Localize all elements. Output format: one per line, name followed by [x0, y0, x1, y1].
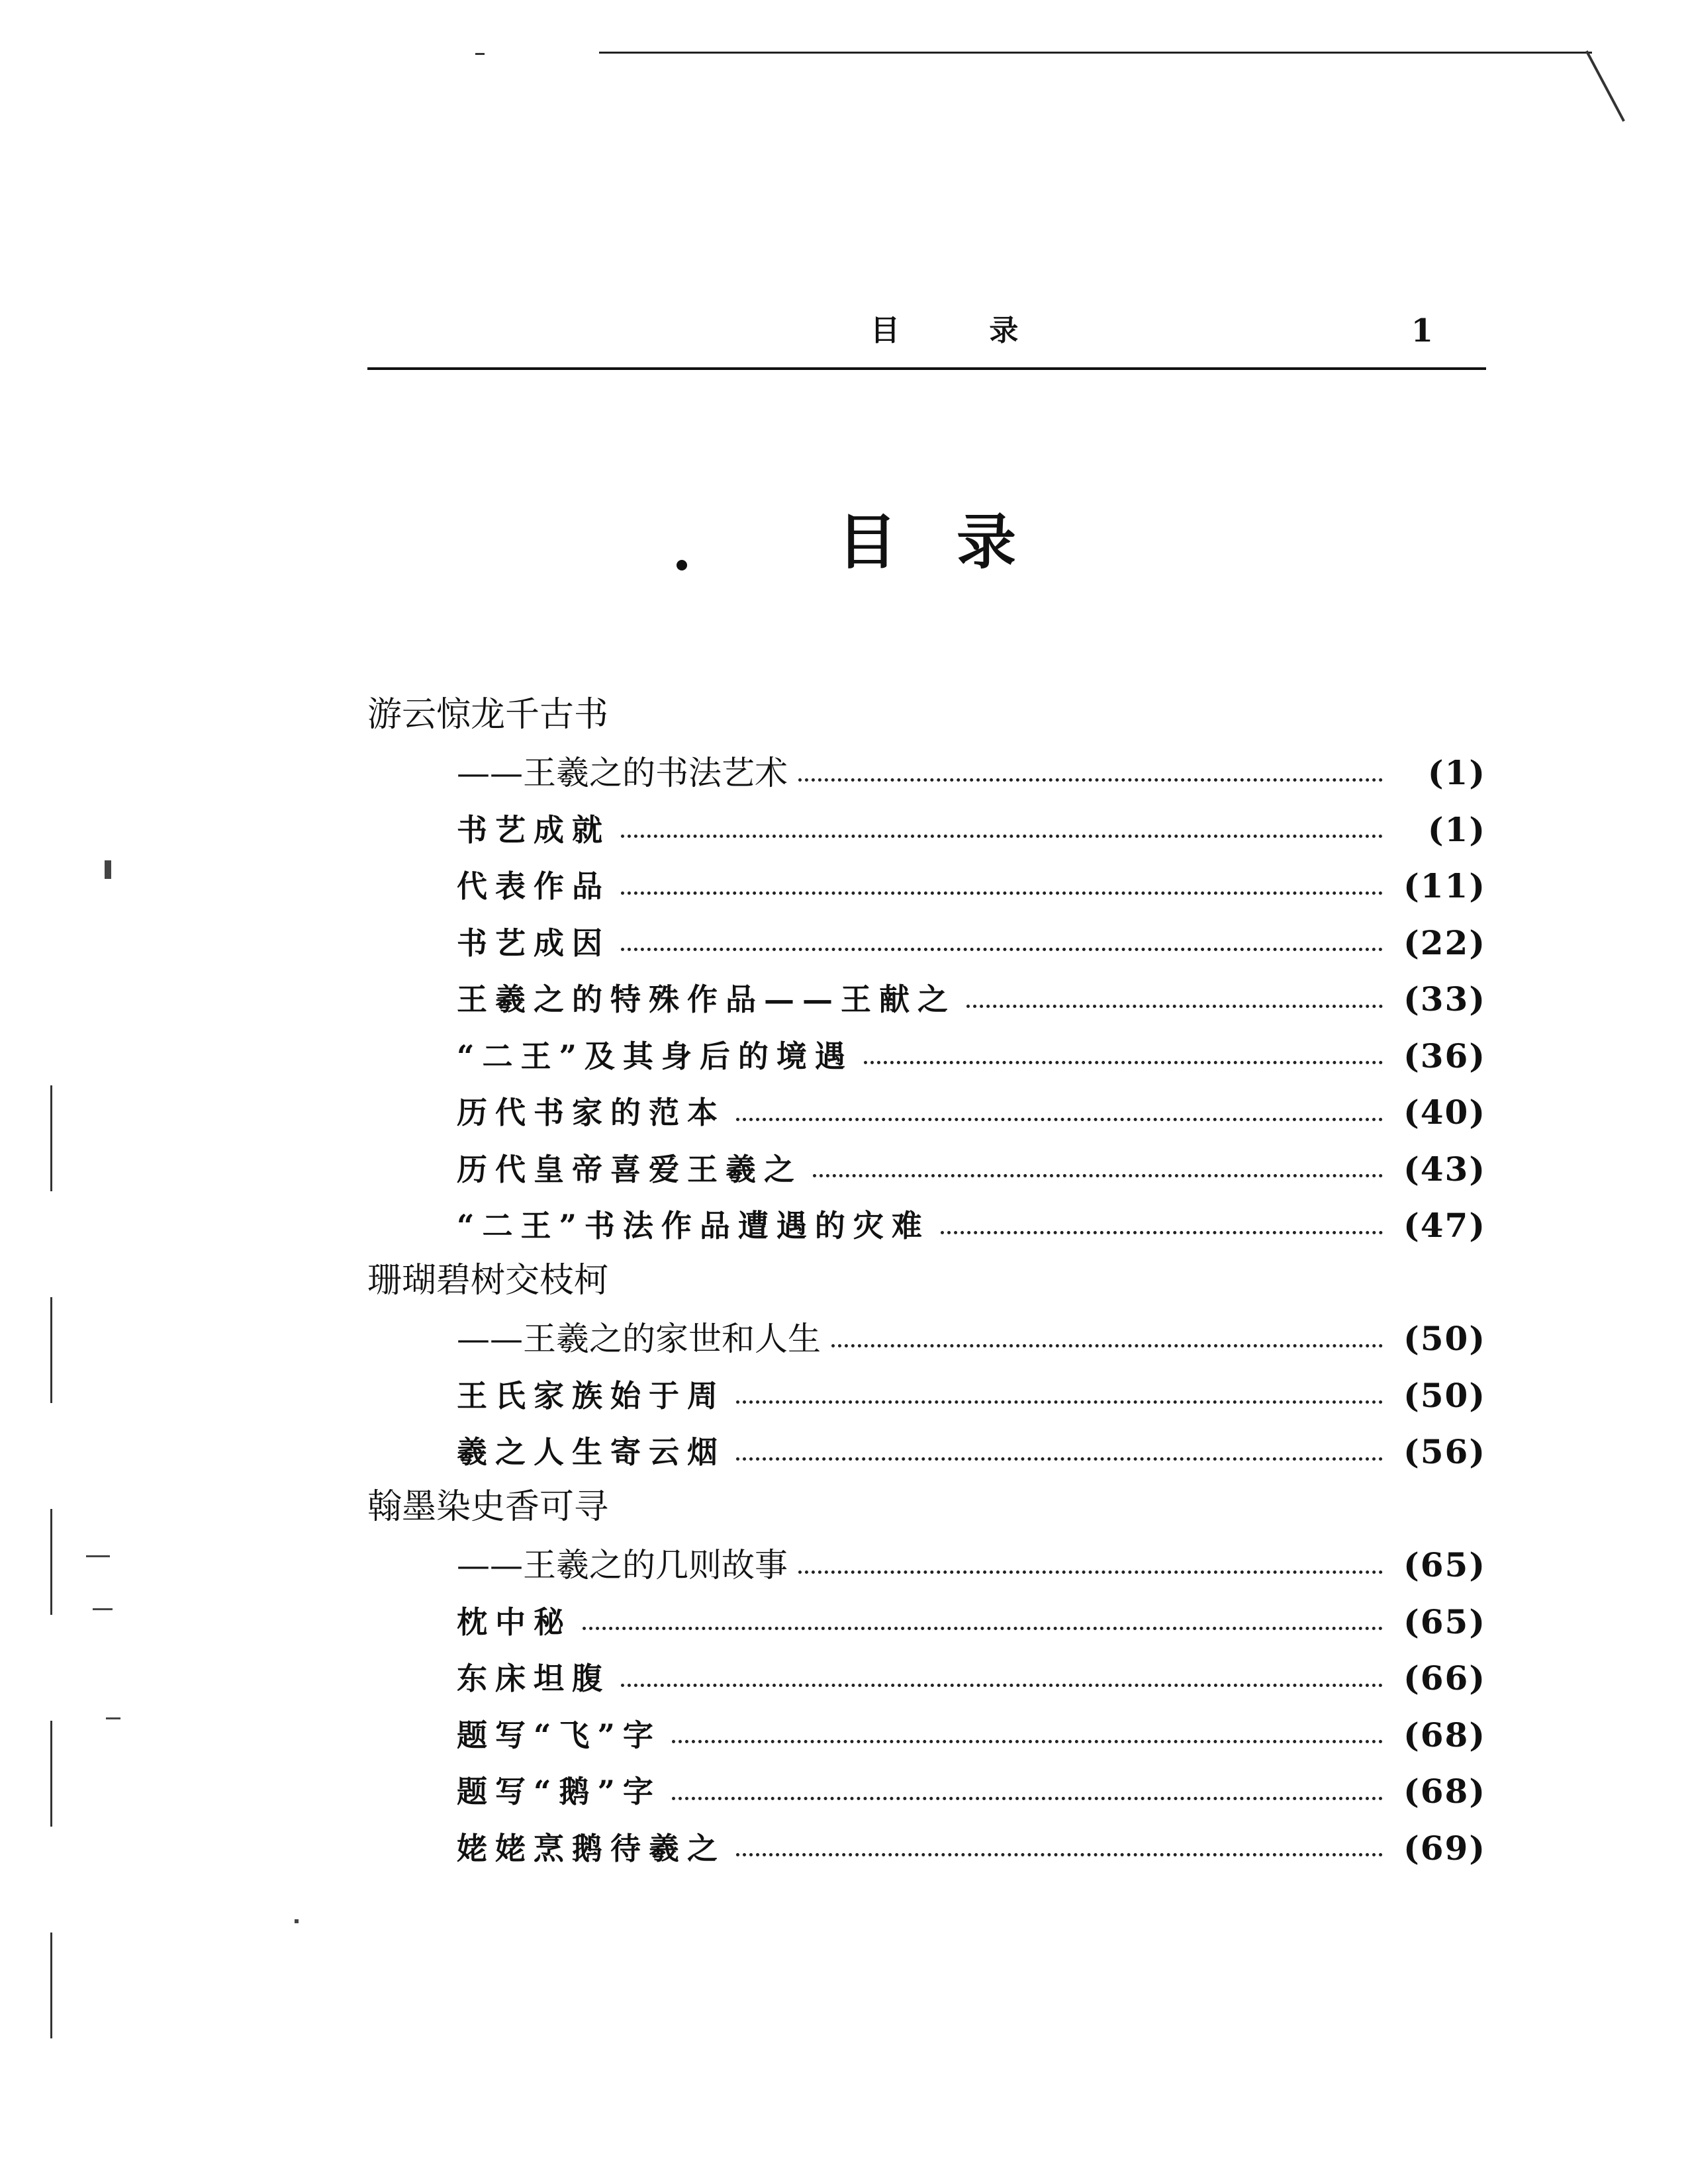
dot-leader	[621, 891, 1383, 895]
dot-leader	[864, 1061, 1383, 1064]
table-of-contents	[367, 688, 1486, 1877]
toc-entry-page: (47)	[1403, 1206, 1486, 1246]
toc-section-heading: 游云惊龙千古书	[367, 695, 609, 735]
running-header	[367, 311, 1486, 370]
toc-entry-page: (66)	[1403, 1659, 1486, 1698]
toc-entry-label: 代表作品	[457, 868, 610, 905]
margin-mark	[50, 1297, 52, 1403]
toc-entry-label: 羲之人生寄云烟	[457, 1434, 726, 1471]
toc-section-heading: 珊瑚碧树交枝柯	[367, 1261, 609, 1300]
toc-entry	[367, 1198, 1486, 1255]
dot-leader	[941, 1231, 1383, 1234]
margin-mark	[50, 1933, 52, 2038]
title-dot-mark	[677, 560, 687, 570]
toc-entry-page: (56)	[1403, 1432, 1486, 1472]
toc-entry-label: ——王羲之的几则故事	[457, 1546, 788, 1585]
dot-leader	[966, 1005, 1383, 1008]
dot-leader	[621, 948, 1383, 951]
toc-entry-page: (1)	[1427, 809, 1486, 849]
margin-mark	[50, 1721, 52, 1827]
dot-leader	[583, 1627, 1383, 1630]
toc-entry	[367, 1707, 1486, 1764]
dot-leader	[798, 778, 1383, 782]
scan-speck	[106, 1717, 120, 1719]
toc-entry-page: (40)	[1403, 1093, 1486, 1132]
dot-leader	[672, 1740, 1383, 1743]
dot-leader	[672, 1797, 1383, 1800]
toc-entry-label: 书艺成就	[457, 811, 610, 848]
toc-entry-label: 东床坦腹	[457, 1661, 610, 1697]
toc-entry	[367, 1424, 1486, 1481]
toc-entry-label: 王氏家族始于周	[457, 1377, 726, 1414]
toc-entry	[367, 915, 1486, 972]
toc-entry-label: 题写“飞”字	[457, 1717, 661, 1753]
toc-subtitle-entry	[367, 1537, 1486, 1594]
toc-subtitle-entry	[367, 745, 1486, 802]
toc-entry-page: (33)	[1403, 979, 1486, 1019]
toc-entry-page: (22)	[1403, 923, 1486, 962]
dot-leader	[813, 1174, 1383, 1177]
toc-entry	[367, 1764, 1486, 1821]
toc-entry-label: 姥姥烹鹅待羲之	[457, 1830, 726, 1866]
toc-entry-page: (43)	[1403, 1149, 1486, 1189]
dot-leader	[831, 1344, 1383, 1347]
scan-speck	[86, 1555, 110, 1557]
toc-entry-page: (1)	[1427, 753, 1486, 793]
toc-entry-label: 历代书家的范本	[457, 1095, 726, 1131]
toc-entry-page: (36)	[1403, 1036, 1486, 1075]
toc-entry	[367, 1820, 1486, 1877]
dot-leader	[736, 1118, 1383, 1121]
toc-entry	[367, 1651, 1486, 1707]
toc-entry-page: (65)	[1403, 1602, 1486, 1641]
running-header-page-number: 1	[1411, 312, 1433, 349]
toc-subtitle-entry	[367, 1311, 1486, 1368]
toc-entry-page: (50)	[1403, 1319, 1486, 1359]
dot-leader	[621, 1684, 1383, 1687]
toc-entry	[367, 801, 1486, 858]
toc-entry-page: (68)	[1403, 1772, 1486, 1811]
margin-mark	[50, 1509, 52, 1615]
toc-entry	[367, 858, 1486, 915]
toc-entry-page: (69)	[1403, 1828, 1486, 1868]
toc-entry	[367, 1594, 1486, 1651]
dot-leader	[736, 1853, 1383, 1856]
toc-entry-label: 历代皇帝喜爱王羲之	[457, 1151, 802, 1187]
scan-speck	[105, 860, 111, 879]
toc-entry-label: “二王”书法作品遭遇的灾难	[457, 1208, 930, 1244]
dot-leader	[736, 1457, 1383, 1461]
toc-entry	[367, 1367, 1486, 1424]
dot-leader	[798, 1570, 1383, 1574]
toc-entry-page: (68)	[1403, 1715, 1486, 1754]
toc-entry-label: 王羲之的特殊作品——王献之	[457, 981, 956, 1018]
scan-artifact	[599, 52, 1592, 54]
toc-entry-label: “二王”及其身后的境遇	[457, 1038, 853, 1074]
toc-entry	[367, 1141, 1486, 1198]
toc-entry-page: (11)	[1403, 866, 1486, 906]
toc-entry	[367, 972, 1486, 1028]
dot-leader	[621, 835, 1383, 838]
toc-entry-label: 书艺成因	[457, 925, 610, 961]
toc-entry-label: 枕中秘	[457, 1604, 572, 1640]
toc-entry	[367, 1028, 1486, 1085]
scan-artifact	[1585, 50, 1625, 122]
toc-entry-page: (65)	[1403, 1545, 1486, 1585]
scan-speck	[295, 1919, 299, 1923]
scan-speck	[93, 1608, 113, 1610]
toc-section-heading: 翰墨染史香可寻	[367, 1487, 609, 1527]
toc-entry	[367, 1085, 1486, 1142]
page-title: 目录	[837, 508, 1076, 577]
scan-artifact	[475, 53, 485, 55]
toc-entry-label: ——王羲之的书法艺术	[457, 754, 788, 793]
dot-leader	[736, 1400, 1383, 1404]
margin-mark	[50, 1085, 52, 1191]
toc-entry-page: (50)	[1403, 1375, 1486, 1415]
toc-entry-label: ——王羲之的家世和人生	[457, 1320, 821, 1359]
running-header-title: 目 录	[870, 314, 1058, 347]
toc-entry-label: 题写“鹅”字	[457, 1774, 661, 1810]
